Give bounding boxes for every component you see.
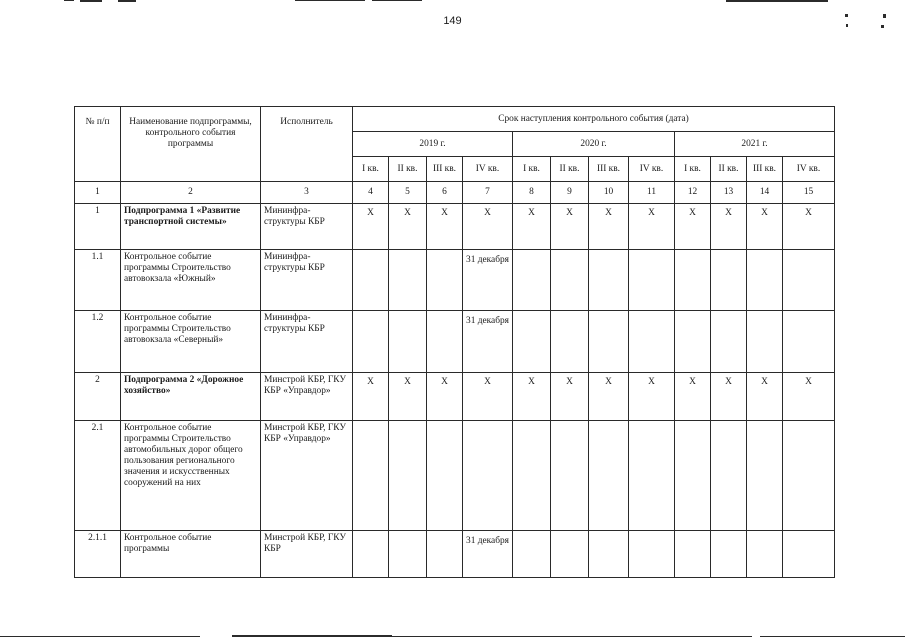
table-row (75, 204, 835, 250)
schedule-cell: X (747, 204, 783, 250)
schedule-cell (427, 531, 463, 578)
schedule-cell: X (747, 373, 783, 421)
column-number: 3 (261, 182, 353, 204)
schedule-cell (551, 531, 589, 578)
schedule-cell (389, 311, 427, 373)
schedule-cell: 31 декабря (463, 250, 513, 311)
schedule-cell: X (589, 373, 629, 421)
schedule-cell: X (675, 204, 711, 250)
schedule-cell (463, 421, 513, 531)
schedule-cell (589, 421, 629, 531)
schedule-cell: X (783, 373, 835, 421)
row-name: Подпрограмма 1 «Развитие транспортной системы» (121, 204, 261, 250)
schedule-cell (783, 421, 835, 531)
schedule-cell (747, 531, 783, 578)
schedule-cell (389, 421, 427, 531)
schedule-cell (711, 421, 747, 531)
column-number: 7 (463, 182, 513, 204)
row-name: Контрольное событие программы (121, 531, 261, 578)
schedule-cell (589, 311, 629, 373)
schedule-cell (513, 311, 551, 373)
schedule-cell (675, 311, 711, 373)
column-number: 13 (711, 182, 747, 204)
schedule-cell (629, 531, 675, 578)
scan-artifact (372, 0, 422, 1)
schedule-cell (551, 311, 589, 373)
header-quarter: IV кв. (463, 157, 513, 182)
scan-artifact (392, 636, 752, 637)
schedule-cell (427, 311, 463, 373)
schedule-cell (551, 421, 589, 531)
header-year: 2020 г. (513, 132, 675, 157)
schedule-cell (427, 421, 463, 531)
header-name: Наименование подпрограммы, контрольного события программы (121, 107, 261, 182)
column-number: 15 (783, 182, 835, 204)
row-executor: Минстрой КБР, ГКУ КБР «Управдор» (261, 421, 353, 531)
row-num: 2.1 (75, 421, 121, 531)
column-number: 6 (427, 182, 463, 204)
row-num: 2 (75, 373, 121, 421)
row-num: 1.1 (75, 250, 121, 311)
schedule-cell (353, 311, 389, 373)
header-num: № п/п (75, 107, 121, 182)
header-quarter: III кв. (747, 157, 783, 182)
schedule-cell: X (783, 204, 835, 250)
row-name: Контрольное событие программы Строительство автомобильных дорог общего пользования регионального значения и искусственных сооружений на них (121, 421, 261, 531)
header-year: 2019 г. (353, 132, 513, 157)
schedule-cell (427, 250, 463, 311)
schedule-cell: X (463, 373, 513, 421)
header-quarter: II кв. (711, 157, 747, 182)
schedule-cell: X (353, 204, 389, 250)
schedule-cell (353, 250, 389, 311)
row-num: 1 (75, 204, 121, 250)
schedule-cell (513, 531, 551, 578)
schedule-cell (783, 531, 835, 578)
schedule-cell: X (389, 373, 427, 421)
row-executor: Мининфра-структуры КБР (261, 250, 353, 311)
column-number: 2 (121, 182, 261, 204)
table-row (75, 531, 835, 578)
schedule-cell (711, 311, 747, 373)
schedule-cell (711, 531, 747, 578)
table-row (75, 311, 835, 373)
header-quarter: II кв. (551, 157, 589, 182)
column-number: 9 (551, 182, 589, 204)
row-executor: Минстрой КБР, ГКУ КБР (261, 531, 353, 578)
column-number: 14 (747, 182, 783, 204)
header-quarter: III кв. (427, 157, 463, 182)
schedule-cell: X (513, 373, 551, 421)
table-row (75, 373, 835, 421)
schedule-cell (353, 421, 389, 531)
row-name: Подпрограмма 2 «Дорожное хозяйство» (121, 373, 261, 421)
header-quarter: II кв. (389, 157, 427, 182)
row-num: 1.2 (75, 311, 121, 373)
header-quarter: III кв. (589, 157, 629, 182)
schedule-cell: 31 декабря (463, 531, 513, 578)
row-num: 2.1.1 (75, 531, 121, 578)
schedule-cell: X (711, 373, 747, 421)
header-deadline: Срок наступления контрольного события (дата) (353, 107, 835, 132)
schedule-cell (675, 421, 711, 531)
column-number: 1 (75, 182, 121, 204)
schedule-cell (629, 311, 675, 373)
column-number: 4 (353, 182, 389, 204)
scan-artifact (0, 636, 200, 637)
control-events-table (74, 106, 835, 578)
schedule-cell (747, 250, 783, 311)
schedule-cell: X (513, 204, 551, 250)
scan-artifact (64, 0, 74, 1)
row-name: Контрольное событие программы Строительство автовокзала «Северный» (121, 311, 261, 373)
schedule-cell: X (589, 204, 629, 250)
schedule-cell: X (463, 204, 513, 250)
schedule-cell (783, 311, 835, 373)
schedule-cell: X (389, 204, 427, 250)
schedule-cell: X (675, 373, 711, 421)
scan-artifact (760, 636, 905, 637)
header-quarter: IV кв. (629, 157, 675, 182)
column-number: 5 (389, 182, 427, 204)
scan-artifact (295, 0, 365, 1)
header-quarter: I кв. (353, 157, 389, 182)
schedule-cell (513, 421, 551, 531)
schedule-cell (747, 421, 783, 531)
scan-artifact (118, 0, 136, 2)
schedule-cell: X (551, 373, 589, 421)
schedule-cell (629, 250, 675, 311)
schedule-cell (353, 531, 389, 578)
schedule-cell (711, 250, 747, 311)
row-executor: Мининфра-структуры КБР (261, 204, 353, 250)
schedule-cell: X (629, 204, 675, 250)
header-quarter: IV кв. (783, 157, 835, 182)
column-number: 10 (589, 182, 629, 204)
schedule-cell (389, 250, 427, 311)
schedule-cell: X (427, 204, 463, 250)
schedule-cell (747, 311, 783, 373)
row-name: Контрольное событие программы Строительство автовокзала «Южный» (121, 250, 261, 311)
schedule-cell: X (353, 373, 389, 421)
schedule-cell (675, 531, 711, 578)
schedule-cell: X (711, 204, 747, 250)
page-number: 149 (443, 15, 462, 27)
schedule-cell (783, 250, 835, 311)
table-row (75, 250, 835, 311)
scan-artifact (232, 635, 392, 637)
row-executor: Мининфра-структуры КБР (261, 311, 353, 373)
schedule-cell: X (551, 204, 589, 250)
schedule-cell (629, 421, 675, 531)
schedule-cell (675, 250, 711, 311)
column-number: 12 (675, 182, 711, 204)
scan-artifact (726, 0, 828, 2)
schedule-cell: X (629, 373, 675, 421)
row-executor: Минстрой КБР, ГКУ КБР «Управдор» (261, 373, 353, 421)
schedule-cell (589, 531, 629, 578)
header-year: 2021 г. (675, 132, 835, 157)
schedule-cell (513, 250, 551, 311)
schedule-cell: 31 декабря (463, 311, 513, 373)
column-number: 8 (513, 182, 551, 204)
column-number: 11 (629, 182, 675, 204)
schedule-cell (551, 250, 589, 311)
schedule-cell (389, 531, 427, 578)
header-executor: Исполнитель (261, 107, 353, 182)
header-quarter: I кв. (675, 157, 711, 182)
table-row (75, 421, 835, 531)
schedule-cell: X (427, 373, 463, 421)
scan-artifact (80, 0, 102, 2)
header-quarter: I кв. (513, 157, 551, 182)
schedule-cell (589, 250, 629, 311)
